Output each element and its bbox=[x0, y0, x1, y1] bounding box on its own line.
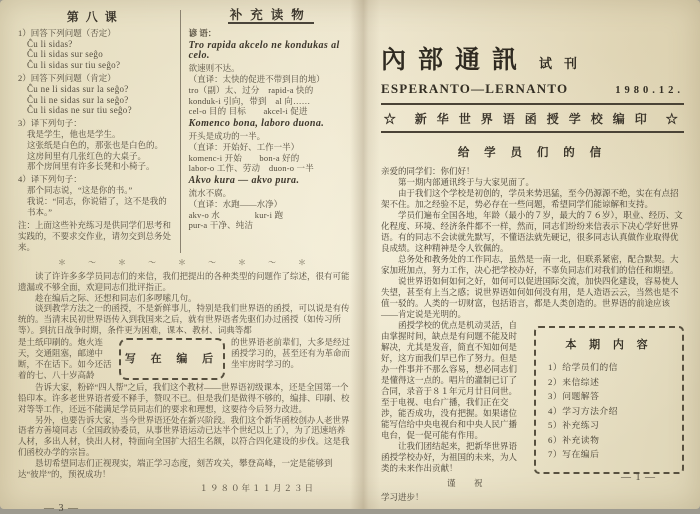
page-right bbox=[363, 0, 700, 509]
vocab-line: komenc-i 开始 bon-a 好的 bbox=[188, 152, 300, 163]
proverb-literal: （直译：水跑——水净） bbox=[188, 198, 283, 209]
contents-list bbox=[548, 360, 670, 462]
editorial-box-title: 写 在 编 后 bbox=[124, 352, 220, 365]
lesson-line: Ĉu li sidas ne sur tiu seĝo? bbox=[27, 105, 132, 116]
esperanto-subtitle: ESPERANTO—LERNANTO bbox=[381, 81, 569, 96]
article-paragraph: 函授学校的优点是机动灵活，自由掌握时间，缺点是有问题不能及时解决，尤其是发音，简直不知如何是好，这方面我们早已作了努力。但是办一件事并不那么容易，想必同志们是懂得这一点的。唱片的灌制已订了合同，录音于８１年元月廿日问世。至于电视、电台广播，我们正在交涉，能否成功，没有把握。如果诸位能写信给中央电视台和中央人民广播电台，促一促可能有作用。 bbox=[381, 320, 518, 440]
trial-issue-label: 试刊 bbox=[539, 56, 590, 71]
closing-wish: 学习进步！ bbox=[381, 492, 424, 502]
editorial-paragraph: 读了许许多多学员同志们的来信，我们把提出的各种类型的问题作了综述，很有可能遗漏或不够全面，欢迎同志们批评指正。 bbox=[18, 270, 350, 292]
editorial-paragraph: 谈到教学方法之一的函授，不是新鲜事儿，特别是我们世界语的函授，可以说是有传统的。当清末民初世界语传入到我国来之后，就有世界语者先驱们办过函授（如传习所等）。到抗日战争时期，条件更为困难，课本、教材、词典等都 bbox=[18, 303, 350, 336]
article-paragraph: 说世界语如何如何之好，如何可以促进国际交流，加快四化建设，容易使人失望，甚至有上当之感；说世界语如何如何没有用，是人造语云云，当然也是不值一驳的。人类的一切财富，包括语言，都是人类创造的。世界语的前途应该——肯定说是光明的。 bbox=[381, 276, 679, 319]
contents-item: 7）写在编后 bbox=[548, 449, 600, 459]
proverb-literal: （直译：开始好、工作一半） bbox=[188, 141, 300, 152]
lesson-line: 那个同志说，“这是你的书。” bbox=[27, 184, 133, 195]
contents-item: 4）学习方法介绍 bbox=[548, 405, 618, 416]
lesson-item-4-label: 4）译下列句子： bbox=[18, 174, 82, 185]
article-paragraph: 让我们团结起来，把新华世界语函授学校办好，为祖国的未来，为人类的未来作出贡献！ bbox=[381, 441, 518, 473]
closing-salute: 谨 祝 bbox=[447, 478, 488, 488]
editorial-date: １９８０年１１月２３日 bbox=[199, 482, 315, 493]
lesson-section bbox=[18, 10, 173, 253]
article-paragraph: 总务处和教务处的工作同志，虽然是一南一北，但联系紧密，配合默契。大家加班加点，努力工作，决心把学校办好，不辜负同志们对我们的信任和期望。 bbox=[381, 254, 679, 275]
lesson-item-2-label: 2）回答下列问题（肯定） bbox=[18, 72, 116, 83]
vocab-line: pur-a 干净、纯洁 bbox=[188, 220, 254, 231]
proverb-chinese: 开头是成功的一半。 bbox=[188, 130, 266, 141]
lesson-line: Ĉu li sidas sur seĝo bbox=[27, 49, 104, 60]
page-number-right: — 1 — bbox=[621, 472, 656, 483]
article-paragraph: 由于我们这个学校是初创的，学员来势迅猛，至今仍源源不绝，实在有点招架不住。加之经验不足，势必存在一些问题，希望同学们能谅解和支持。 bbox=[381, 188, 679, 209]
salutation: 亲爱的同学们：你们好！ bbox=[381, 166, 475, 176]
proverb-chinese: 欲速则不达。 bbox=[188, 63, 240, 74]
lesson-item-1-label: 1）回答下列问题（否定） bbox=[18, 27, 116, 38]
proverb-esperanto: Akvo kura — akvo pura. bbox=[188, 175, 300, 187]
lesson-line: Ĉu li sidas? bbox=[27, 38, 73, 49]
editorial-wrap-left: 是土纸印刷的。炮火连天，交通阻塞，邮递中断，不在话下。如今还活着的七、八十岁高龄 bbox=[18, 337, 112, 380]
editorial-paragraph: 趁在编后之际、还想和同志们多啰嗦几句。 bbox=[35, 292, 197, 303]
vocab-line: cel-o 目的 目标 akcel-i 促进 bbox=[188, 106, 308, 117]
issue-date: 1980.12. bbox=[615, 85, 684, 96]
reading-title: 补充读物 bbox=[229, 8, 312, 22]
contents-box bbox=[534, 326, 684, 474]
vocab-line: labor-o 工作、劳动 duon-o 一半 bbox=[188, 163, 314, 174]
proverb-literal: （直译：太快的促进不带到目的地） bbox=[188, 73, 325, 84]
editorial-paragraph: 另外，也要告诉大家，当今世界语还处在新兴阶段。我们这个新华函校创办人老世界语者方善境同志（全国政协委员，从事世界语运动已达半个世纪以上了），为了迅速培养人材，多出人材，快出人材，特面向全国扩大招生名额，以符合四化建设的步伐。这是我们函校办学的宗旨。 bbox=[18, 414, 350, 458]
proverb-chinese: 流水不腐。 bbox=[188, 187, 232, 198]
editorial-wrap-right: 的世界语老前辈们，大多是经过函授学习的，甚至还有为革命而坐牢房时学习的。 bbox=[231, 337, 351, 369]
contents-item: 1）给学员们的信 bbox=[548, 362, 618, 372]
contents-item: 5）补充练习 bbox=[548, 420, 600, 430]
proverb-esperanto: Komenco bona, laboro duona. bbox=[188, 118, 325, 130]
vocab-line: konduk-i 引向，带到 al 向…… bbox=[188, 95, 311, 106]
contents-item: 6）补充读物 bbox=[548, 434, 600, 445]
contents-box-title: 本 期 内 容 bbox=[565, 339, 653, 351]
editorial-section bbox=[18, 271, 353, 494]
lesson-note: 注：上面这些补充练习是供同学们思考和实践的，不要求交作业，请勿交到总务处来。 bbox=[18, 220, 172, 252]
vocab-line: tro（副）太、过分 rapid-a 快的 bbox=[188, 84, 314, 95]
page-number-left: — 3 — bbox=[44, 502, 79, 514]
lesson-line: 这房间里有几张红色的大桌子。 bbox=[27, 150, 147, 161]
publisher-band: ☆ 新 华 世 界 语 函 授 学 校 编 印 ☆ bbox=[381, 103, 684, 133]
masthead bbox=[381, 40, 684, 133]
lesson-title: 第八课 bbox=[66, 10, 124, 24]
lesson-line: 我是学生，他也是学生。 bbox=[27, 128, 121, 139]
lesson-line: 我说：“同志，你说错了，这不是我的书本。” bbox=[27, 195, 167, 217]
lesson-line: 那个房间里有许多长凳和小椅子。 bbox=[27, 161, 155, 172]
lesson-line: 这张纸是白色的，那张也是白色的。 bbox=[27, 139, 164, 150]
contents-item: 3）问题解答 bbox=[548, 391, 600, 401]
newsletter-title: 內部通訊 bbox=[381, 47, 530, 74]
editorial-box bbox=[119, 338, 225, 380]
editorial-paragraph: 告诉大家，粉碎“四人帮”之后，我们这个教材——世界语初级课本，还是全国第一个铅印本。许多老世界语者爱不释手，赞叹不已。但是我们是做得不够的，编排、印刷、校对等等工作，还远不能满足学员同志们的要求和理想，这要待今后努力改进。 bbox=[18, 381, 350, 414]
contents-item: 2）来信综述 bbox=[548, 376, 600, 387]
lesson-line: Ĉu li ne sidas sur la seĝo? bbox=[27, 94, 129, 105]
editorial-box-row bbox=[18, 337, 353, 381]
lesson-line: Ĉu li sidas sur tiu seĝo? bbox=[27, 60, 121, 71]
section-divider: ＊ ～ ＊ ～ ＊ ～ ＊ ～ ＊ bbox=[58, 257, 313, 267]
proverb-esperanto: Tro rapida akcelo ne kondukas al celo. bbox=[188, 39, 340, 62]
article-title: 给 学 员 们 的 信 bbox=[457, 147, 608, 159]
supplementary-reading-section bbox=[180, 10, 353, 253]
left-page-columns bbox=[18, 10, 353, 253]
article-paragraph: 学员们遍布全国各地，年龄（最小的７岁，最大的７６岁），职业、经历、文化程度、环境、经济条件都不一样，然而，同志们纷纷来信表示下决心学好世界语。有的同志不会读就先默写，不懂语法就先硬记，很多同志认真做作业取得优良成绩。这种精神是令人钦佩的。 bbox=[381, 210, 683, 253]
lesson-item-3-label: 3）译下列句子： bbox=[18, 118, 82, 129]
vocab-line: akv-o 水 kur-i 跑 bbox=[188, 209, 284, 220]
article-paragraph: 第一期内部通讯终于与大家见面了。 bbox=[398, 177, 535, 187]
article-body bbox=[381, 166, 684, 503]
lesson-line: Ĉu ne li sidas sur la seĝo? bbox=[27, 83, 129, 94]
editorial-paragraph: 恳切希望同志们正视现实，端正学习态度，刻苦攻关，攀登高峰，一定是能够到达“彼岸”的，预祝成功！ bbox=[18, 458, 333, 480]
reading-subtitle: 谚 语： bbox=[188, 27, 217, 38]
